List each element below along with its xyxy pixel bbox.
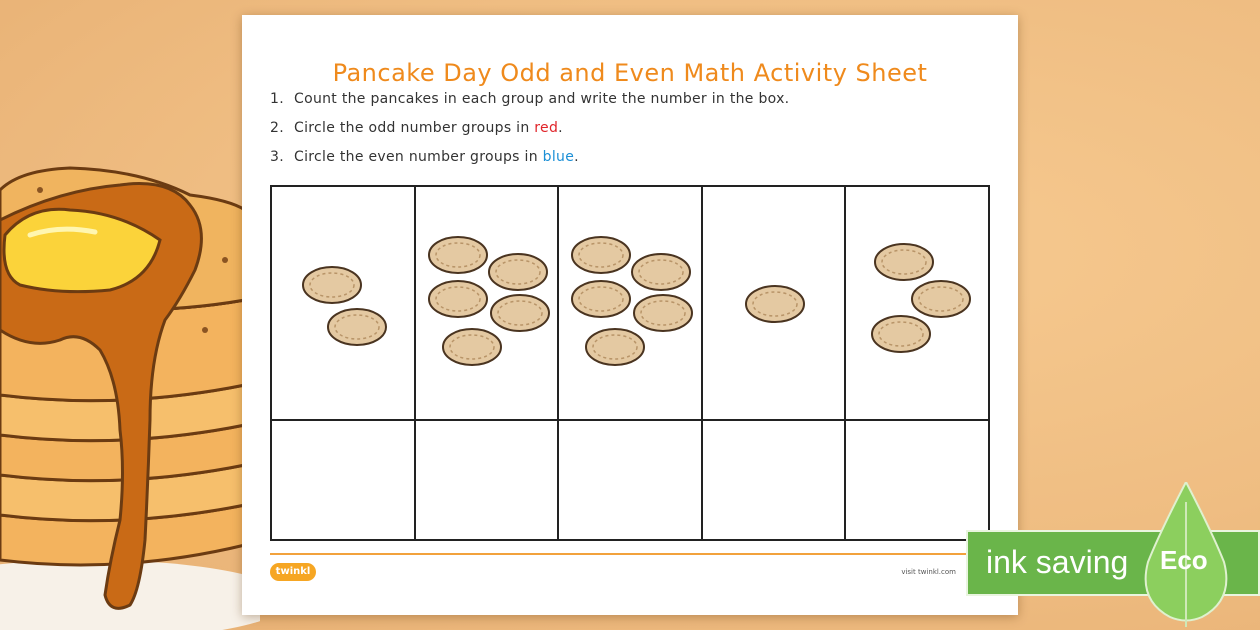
pancake-icon: [912, 281, 970, 317]
pancake-icon: [586, 329, 644, 365]
pancake-icon: [429, 281, 487, 317]
instruction-2: [270, 120, 563, 136]
pancake-group-3[interactable]: [558, 186, 702, 420]
footer-divider: [270, 553, 990, 555]
pancake-group-4[interactable]: [702, 186, 846, 420]
pancake-icon: [443, 329, 501, 365]
answer-box-3[interactable]: [558, 420, 702, 540]
instruction-punctuation: .: [574, 149, 579, 165]
pancake-icon: [489, 254, 547, 290]
odd-color-word: red: [534, 120, 559, 136]
pancake-icon: [872, 316, 930, 352]
pancake-icon: [328, 309, 386, 345]
pancake-icon: [429, 237, 487, 273]
answer-box-1[interactable]: [271, 420, 415, 540]
instruction-3: [270, 149, 579, 165]
counting-grid: [270, 185, 990, 541]
pancake-icon: [303, 267, 361, 303]
pancake-icon: [746, 286, 804, 322]
instruction-text: Count the pancakes in each group and write the number in the box.: [294, 91, 790, 107]
pancake-group-art: [846, 187, 990, 421]
pancake-icon: [572, 237, 630, 273]
instruction-punctuation: .: [558, 120, 563, 136]
pancake-icon: [632, 254, 690, 290]
pancake-group-2[interactable]: [415, 186, 559, 420]
eco-label: Eco: [1160, 545, 1208, 575]
pancake-group-art: [703, 187, 847, 421]
even-color-word: blue: [542, 149, 575, 165]
answer-box-2[interactable]: [415, 420, 559, 540]
pancake-group-5[interactable]: [845, 186, 989, 420]
ink-saving-label: ink saving: [986, 544, 1129, 580]
pancake-group-art: [272, 187, 416, 421]
instruction-text: Circle the odd number groups in: [294, 120, 535, 136]
pancake-stack-illustration: [0, 0, 260, 630]
pancake-icon: [634, 295, 692, 331]
pancake-group-art: [416, 187, 560, 421]
pancake-icon: [875, 244, 933, 280]
instruction-number: 1.: [270, 91, 284, 107]
pancake-icon: [572, 281, 630, 317]
instruction-text: Circle the even number groups in: [294, 149, 543, 165]
pancake-group-art: [559, 187, 703, 421]
activity-sheet: [242, 15, 1018, 615]
sheet-title: Pancake Day Odd and Even Math Activity Sheet: [332, 59, 928, 87]
instruction-number: 3.: [270, 149, 284, 165]
answer-box-4[interactable]: [702, 420, 846, 540]
answer-box-5[interactable]: [845, 420, 989, 540]
pancake-group-1[interactable]: [271, 186, 415, 420]
instruction-1: [270, 91, 789, 107]
instruction-number: 2.: [270, 120, 284, 136]
website-link[interactable]: visit twinkl.com: [901, 568, 956, 576]
twinkl-logo[interactable]: twinkl: [270, 563, 316, 581]
pancake-icon: [491, 295, 549, 331]
